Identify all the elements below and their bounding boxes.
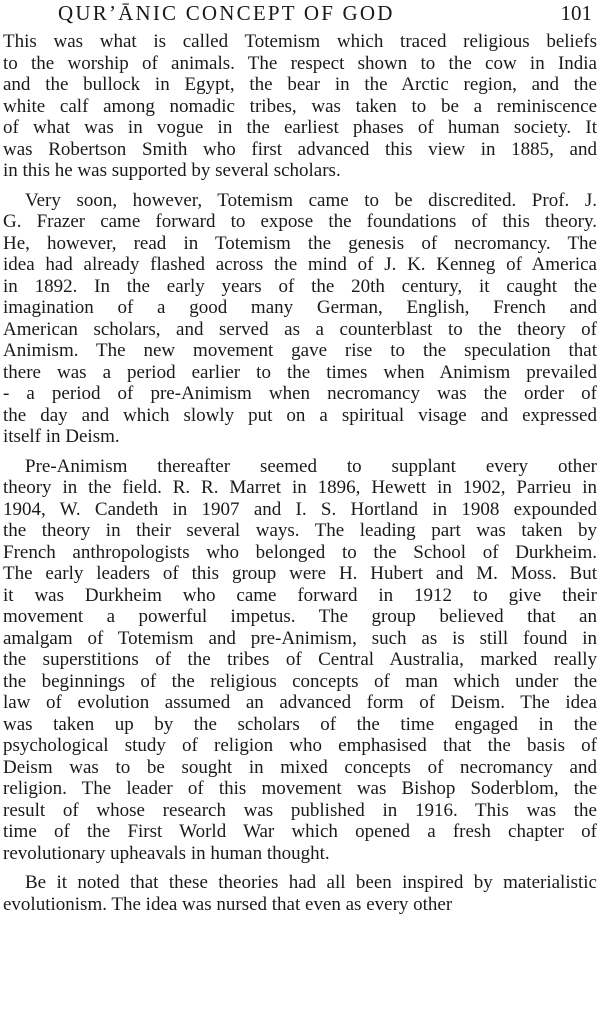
text-line: was taken up by the scholars of the time engaged in the (3, 713, 597, 735)
text-line: Pre-Animism thereafter seemed to supplant every other (25, 455, 597, 477)
text-line: imagination of a good many German, English, French and (3, 297, 597, 318)
text-line: in this he was supported by several scholars. (3, 160, 341, 181)
text-line: in 1892. In the early years of the 20th century, it caught the (3, 275, 597, 297)
text-line: idea had already flashed across the mind of J. K. Kenneg of America (3, 254, 597, 275)
paragraph-materialistic (3, 872, 597, 915)
text-line: revolutionary upheavals in human thought. (3, 842, 330, 864)
text-line: psychological study of religion who emphasised that the basis of (3, 735, 597, 756)
text-line: Be it noted that these theories had all been inspired by materialistic (25, 872, 597, 893)
text-line: of what was in vogue in the earliest phases of human society. It (3, 117, 597, 138)
text-line: and the bullock in Egypt, the bear in the Arctic region, and the (3, 74, 597, 95)
text-line: white calf among nomadic tribes, was taken to be a reminiscence (3, 95, 597, 117)
page-number: 101 (560, 1, 592, 25)
text-line: The early leaders of this group were H. Hubert and M. Moss. But (3, 563, 597, 584)
text-line: Animism. The new movement gave rise to the speculation that (3, 340, 597, 361)
text-line: the theory in their several ways. The leading part was taken by (3, 520, 597, 541)
text-line: Very soon, however, Totemism came to be discredited. Prof. J. (25, 189, 597, 211)
text-line: theory in the field. R. R. Marret in 1896, Hewett in 1902, Parrieu in (3, 477, 597, 498)
text-line: French anthropologists who belonged to the School of Durkheim. (3, 541, 597, 563)
running-header (0, 0, 600, 30)
text-line: time of the First World War which opened a fresh chapter of (3, 821, 597, 842)
body-text (3, 31, 597, 923)
text-line: religion. The leader of this movement was Bishop Soderblom, the (3, 778, 597, 799)
running-title: QUR’ĀNIC CONCEPT OF GOD (58, 1, 395, 25)
text-line: This was what is called Totemism which traced religious beliefs (3, 31, 597, 52)
paragraph-pre-animism (3, 456, 597, 865)
text-line: movement a powerful impetus. The group believed that an (3, 606, 597, 627)
text-line: result of whose research was published in 1916. This was the (3, 799, 597, 821)
paragraph-discredited (3, 190, 597, 448)
text-line: law of evolution assumed an advanced form of Deism. The idea (3, 692, 597, 713)
text-line: the day and which slowly put on a spiritual visage and expressed (3, 404, 597, 426)
text-line: evolutionism. The idea was nursed that even as every other (3, 893, 453, 915)
text-line: 1904, W. Candeth in 1907 and I. S. Hortland in 1908 expounded (3, 498, 597, 520)
text-line: the beginnings of the religious concepts of man which under the (3, 670, 597, 692)
text-line: American scholars, and served as a counterblast to the theory of (3, 318, 597, 340)
text-line: was Robertson Smith who first advanced this view in 1885, and (3, 138, 597, 160)
text-line: - a period of pre-Animism when necromancy was the order of (3, 383, 597, 404)
text-line: amalgam of Totemism and pre-Animism, such as is still found in (3, 627, 597, 649)
text-line: itself in Deism. (3, 426, 120, 447)
text-line: it was Durkheim who came forward in 1912 to give their (3, 584, 597, 606)
text-line: Deism was to be sought in mixed concepts of necromancy and (3, 756, 597, 778)
text-line: there was a period earlier to the times when Animism prevailed (3, 361, 597, 383)
text-line: G. Frazer came forward to expose the foundations of this theory. (3, 211, 597, 232)
text-line: the superstitions of the tribes of Central Australia, marked really (3, 649, 597, 670)
text-line: to the worship of animals. The respect shown to the cow in India (3, 52, 597, 74)
paragraph-totemism (3, 31, 597, 182)
text-line: He, however, read in Totemism the genesis of necromancy. The (3, 232, 597, 254)
